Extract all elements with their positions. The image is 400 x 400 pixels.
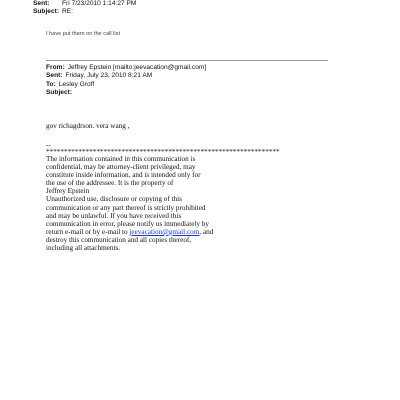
subject-label: Subject: [33, 8, 60, 16]
sent-label: Sent: [33, 0, 50, 7]
disclaimer-line: including all attachments. [46, 244, 121, 253]
disclaimer-line: Jeffrey Epstein [46, 187, 90, 196]
from-row [46, 64, 206, 72]
disclaimer-line: Unauthorized use, disclosure or copying of this [46, 195, 182, 204]
disclaimer-line: The information contained in this communication is [46, 155, 196, 163]
to-label: To: [46, 80, 56, 88]
disclaimer-line: and may be unlawful. If you have received this [46, 211, 182, 220]
disclaimer-line: confidential, may be attorney-client privileged, may [46, 163, 196, 172]
to-row [46, 81, 206, 89]
subject-row [33, 8, 136, 16]
disclaimer-line: the use of the addressee. It is the property of [46, 179, 174, 188]
subject-value: RE: [62, 8, 73, 16]
signature-dashes: -- [46, 141, 51, 149]
from-label: From: [46, 64, 65, 71]
orig-sent-row [46, 72, 206, 80]
divider [46, 60, 328, 61]
orig-sent-value: Friday, July 23, 2010 8:21 AM [65, 72, 153, 80]
from-value: Jeffrey Epstein [mailto:jeevacation@gmail.com] [67, 64, 207, 71]
orig-sent-label: Sent: [46, 72, 63, 80]
disclaimer-text: return e-mail or by e-mail to [46, 227, 130, 236]
sent-value: Fri 7/23/2010 1:14:27 PM [62, 0, 137, 7]
disclaimer-line: communication or any part thereof is strictly prohibited [46, 203, 206, 212]
original-header [46, 64, 206, 97]
disclaimer-line-email [46, 228, 213, 236]
to-value: Lesley Groff [58, 80, 95, 88]
reply-body: I have put them on the call list [46, 31, 121, 37]
orig-subject-row [46, 89, 206, 97]
original-body: gov richagdrson. vera wang , [46, 122, 130, 130]
disclaimer-text: , and [199, 227, 214, 236]
sent-row [33, 0, 136, 8]
disclaimer [46, 155, 213, 252]
email-link[interactable]: jeevacation@gmail.com [129, 227, 200, 236]
signature-stars: ***************************************************************** [46, 148, 280, 157]
disclaimer-line: constitute inside information, and is intended only for [46, 171, 201, 180]
disclaimer-line: destroy this communication and all copies thereof, [46, 235, 192, 244]
reply-header [33, 0, 136, 16]
disclaimer-line: communication in error, please notify us immediately by [46, 219, 209, 228]
orig-subject-label: Subject: [46, 88, 73, 96]
